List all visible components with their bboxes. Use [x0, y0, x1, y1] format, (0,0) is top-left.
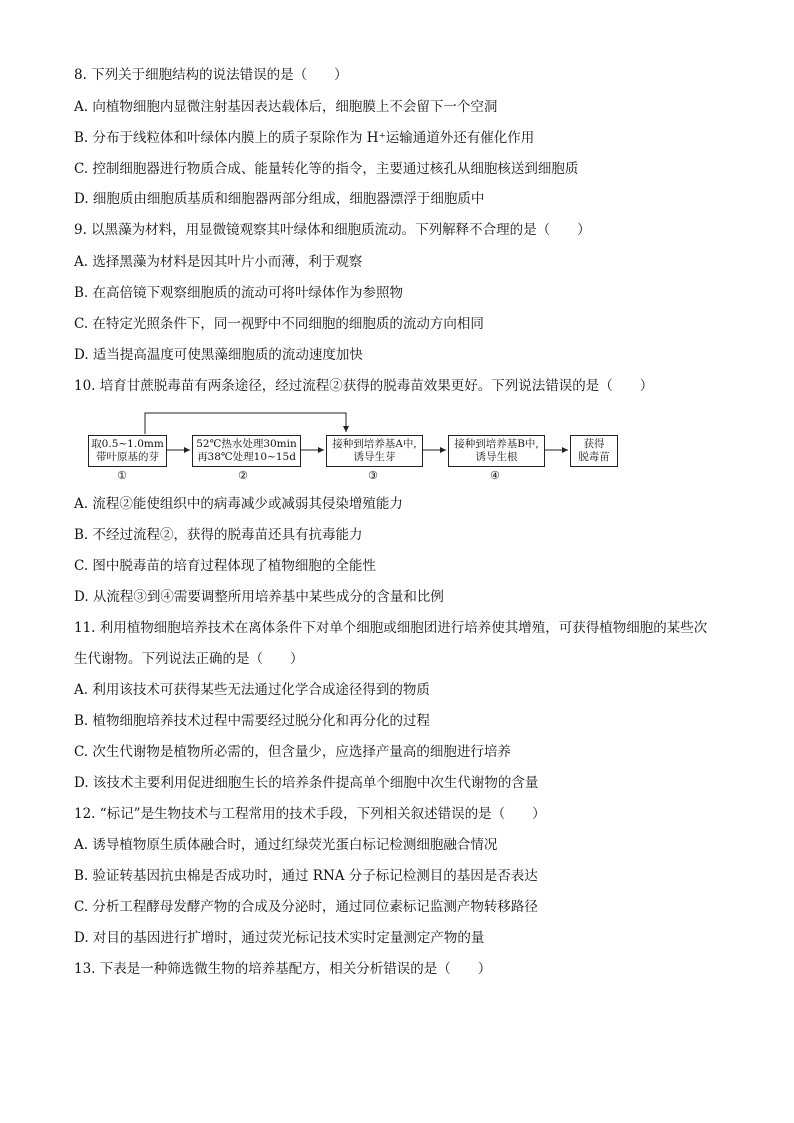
question-11-option-b: B. 植物细胞培养技术过程中需要经过脱分化和再分化的过程: [74, 713, 431, 729]
flow-box-4: [448, 435, 545, 467]
question-8-option-b: B. 分布于线粒体和叶绿体内膜上的质子泵除作为 H⁺运输通道外还有催化作用: [74, 130, 535, 146]
question-12-option-d: D. 对目的基因进行扩增时，通过荧光标记技术实时定量测定产物的量: [74, 930, 485, 946]
flow-box-4-line2: 诱导生根: [475, 451, 518, 463]
question-11-option-c: C. 次生代谢物是植物所必需的，但含量少，应选择产量高的细胞进行培养: [74, 744, 511, 760]
detox-seedling-flow-diagram: [88, 408, 628, 490]
flow-box-2-line1: 52℃热水处理30min: [196, 438, 297, 450]
flow-box-2-line2: 再38℃处理10~15d: [197, 451, 296, 463]
question-12-stem: 12. “标记”是生物技术与工程常用的技术手段，下列相关叙述错误的是（ ）: [74, 806, 546, 822]
question-12-option-a: A. 诱导植物原生质体融合时，通过红绿荧光蛋白标记检测细胞融合情况: [74, 837, 498, 853]
question-9-option-d: D. 适当提高温度可使黑藻细胞质的流动速度加快: [74, 347, 363, 363]
flow-box-1: [88, 435, 167, 467]
question-8-option-d: D. 细胞质由细胞质基质和细胞器两部分组成，细胞器漂浮于细胞质中: [74, 191, 485, 207]
question-13-stem: 13. 下表是一种筛选微生物的培养基配方，相关分析错误的是（ ）: [74, 961, 492, 977]
question-8-option-c: C. 控制细胞器进行物质合成、能量转化等的指令，主要通过核孔从细胞核送到细胞质: [74, 161, 579, 177]
flow-box-3: [326, 435, 423, 467]
question-12-option-b: B. 验证转基因抗虫棉是否成功时，通过 RNA 分子标记检测目的基因是否表达: [74, 868, 538, 884]
flow-box-3-line1: 接种到培养基A中,: [332, 438, 417, 450]
flow-box-5: [570, 435, 618, 467]
step-label-3: ③: [368, 469, 378, 482]
question-10-option-c: C. 图中脱毒苗的培育过程体现了植物细胞的全能性: [74, 558, 376, 574]
flow-box-1-line2: 带叶原基的芽: [96, 451, 159, 463]
flow-box-3-line2: 诱导生芽: [353, 451, 396, 463]
question-9-option-a: A. 选择黑藻为材料是因其叶片小而薄，利于观察: [74, 254, 363, 270]
question-10-stem: 10. 培育甘蔗脱毒苗有两条途径，经过流程②获得的脱毒苗效果更好。下列说法错误的是（ ）: [74, 378, 654, 394]
question-11-stem-continued: 生代谢物。下列说法正确的是（ ）: [74, 651, 304, 667]
question-11-stem: 11. 利用植物细胞培养技术在离体条件下对单个细胞或细胞团进行培养使其增殖，可获得植物细胞的某些次: [74, 620, 708, 636]
question-9-option-c: C. 在特定光照条件下，同一视野中不同细胞的细胞质的流动方向相同: [74, 316, 484, 332]
bypass-arrow: [145, 413, 346, 434]
step-label-1: ①: [117, 469, 127, 482]
flow-box-5-line1: 获得: [583, 438, 605, 450]
step-label-4: ④: [490, 469, 500, 482]
question-11-option-d: D. 该技术主要利用促进细胞生长的培养条件提高单个细胞中次生代谢物的含量: [74, 775, 539, 791]
question-9-option-b: B. 在高倍镜下观察细胞质的流动可将叶绿体作为参照物: [74, 285, 404, 301]
flow-box-2: [192, 435, 301, 467]
question-10-option-a: A. 流程②能使组织中的病毒减少或减弱其侵染增殖能力: [74, 496, 403, 512]
question-11-option-a: A. 利用该技术可获得某些无法通过化学合成途径得到的物质: [74, 682, 430, 698]
question-10-option-b: B. 不经过流程②，获得的脱毒苗还具有抗毒能力: [74, 527, 363, 543]
question-9-stem: 9. 以黑藻为材料，用显微镜观察其叶绿体和细胞质流动。下列解释不合理的是（ ）: [74, 222, 591, 238]
question-10-option-d: D. 从流程③到④需要调整所用培养基中某些成分的含量和比例: [74, 589, 444, 605]
question-8-option-a: A. 向植物细胞内显微注射基因表达载体后，细胞膜上不会留下一个空洞: [74, 99, 498, 115]
flow-box-5-line2: 脱毒苗: [578, 451, 610, 463]
question-12-option-c: C. 分析工程酵母发酵产物的合成及分泌时，通过同位素标记监测产物转移路径: [74, 899, 538, 915]
flow-box-1-line1: 取0.5~1.0mm: [91, 438, 164, 450]
flow-box-4-line1: 接种到培养基B中,: [454, 438, 539, 450]
question-8-stem: 8. 下列关于细胞结构的说法错误的是（ ）: [74, 67, 348, 83]
step-label-2: ②: [238, 469, 248, 482]
